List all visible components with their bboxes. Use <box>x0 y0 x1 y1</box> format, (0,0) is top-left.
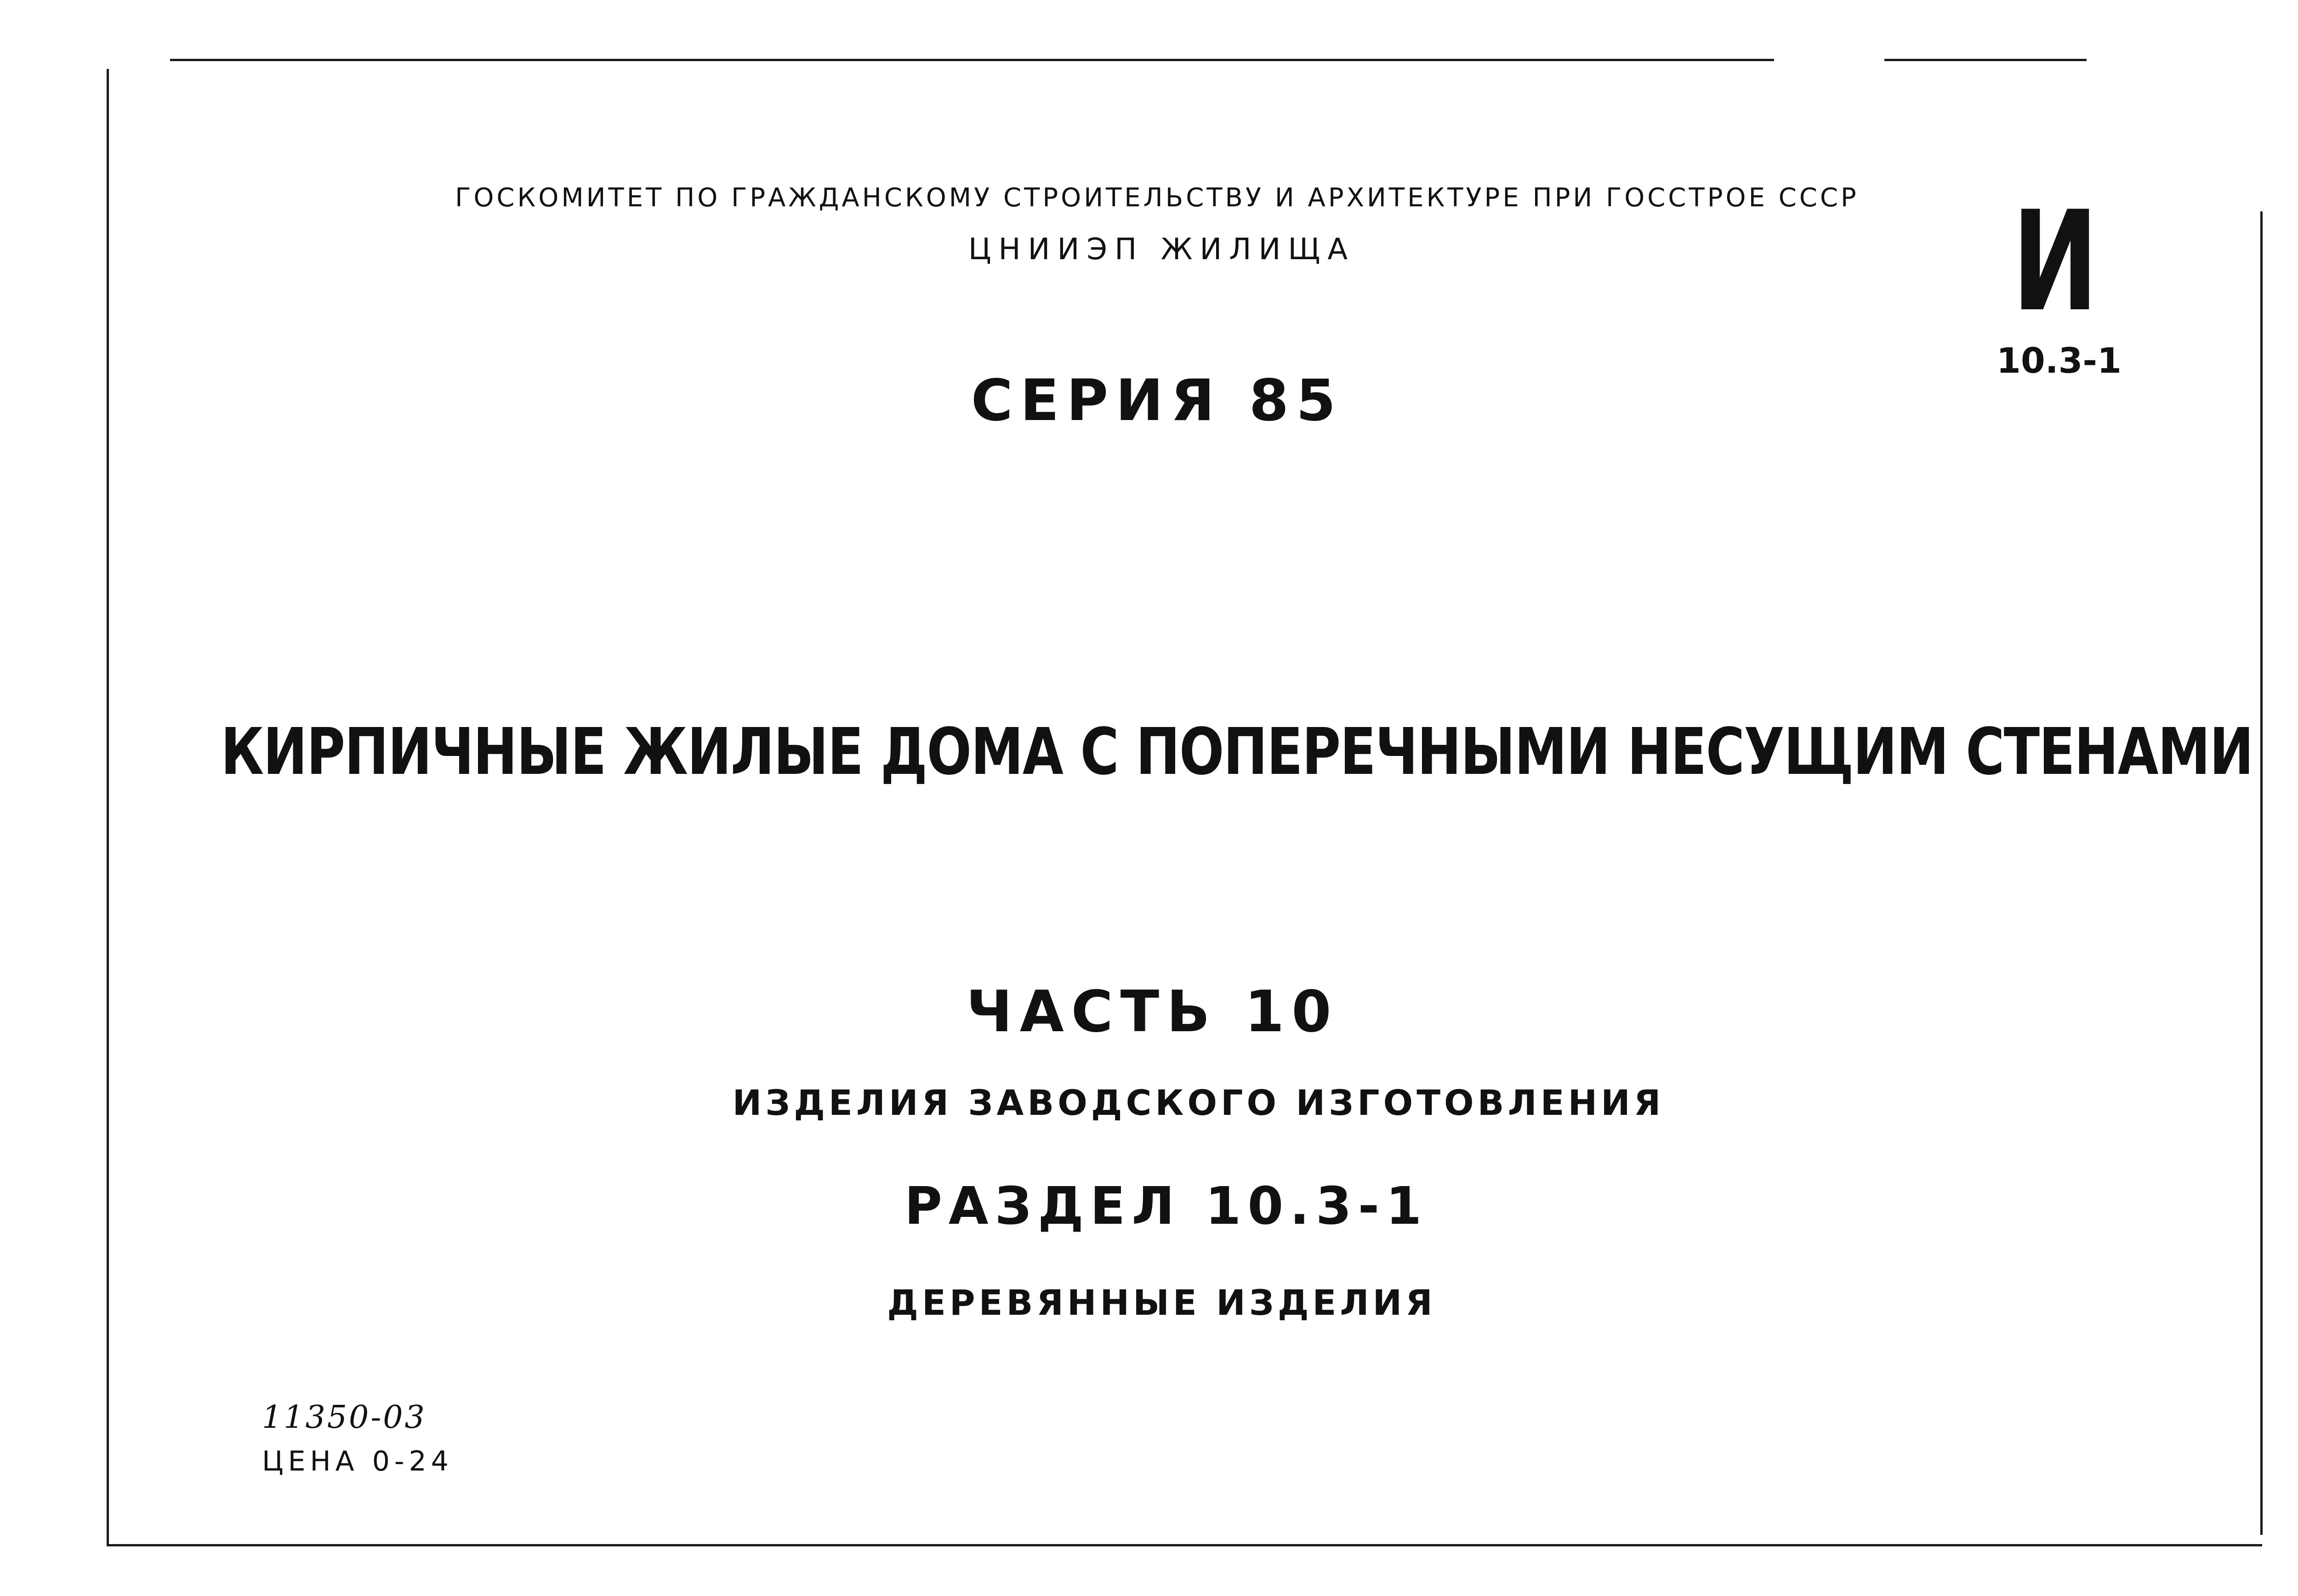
organization-line: ГОСКОМИТЕТ ПО ГРАЖДАНСКОМУ СТРОИТЕЛЬСТВУ И АРХИТЕКТУРЕ ПРИ ГОССТРОЕ СССР <box>455 183 1859 213</box>
corner-section-code: 10.3-1 <box>1997 340 2122 381</box>
frame-top-line <box>170 59 1774 61</box>
frame-left-line <box>107 69 109 1546</box>
section-subtitle: ДЕРЕВЯННЫЕ ИЗДЕЛИЯ <box>887 1282 1436 1323</box>
part-subtitle: ИЗДЕЛИЯ ЗАВОДСКОГО ИЗГОТОВЛЕНИЯ <box>732 1082 1665 1123</box>
document-title: КИРПИЧНЫЕ ЖИЛЫЕ ДОМА С ПОПЕРЕЧНЫМИ НЕСУЩИМ СТЕНАМИ <box>221 715 2253 789</box>
document-code: 11350-03 <box>262 1399 427 1436</box>
section-title: РАЗДЕЛ 10.3-1 <box>904 1176 1428 1236</box>
institute-line: ЦНИИЭП ЖИЛИЩА <box>968 233 1355 267</box>
price-label: ЦЕНА 0-24 <box>262 1445 453 1477</box>
series-title: СЕРИЯ 85 <box>971 368 1343 434</box>
frame-bottom-line <box>107 1544 2262 1546</box>
corner-letter-mark: И <box>2012 182 2099 342</box>
part-title: ЧАСТЬ 10 <box>966 979 1339 1045</box>
frame-top-line-right <box>1884 59 2087 61</box>
